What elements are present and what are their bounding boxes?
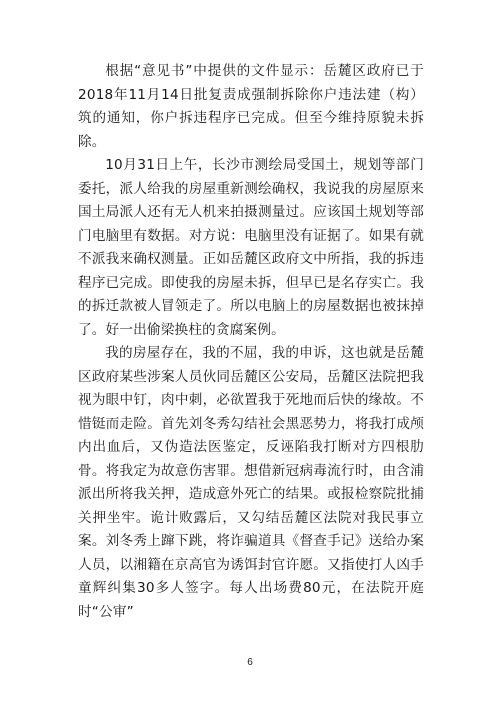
paragraph-1: 根据“意见书”中提供的文件显示：岳麓区政府已于2018年11月14日批复责成强制拆除你户违法建（构）筑的通知，你户拆违程序已完成。但至今维持原貌未拆除。 xyxy=(78,63,424,150)
body-text xyxy=(78,60,424,624)
page-number: 6 xyxy=(247,657,253,668)
paragraph-3: 我的房屋存在，我的不屈，我的申诉，这也就是岳麓区政府某些涉案人员伙同岳麓区公安局，岳麓区法院把我视为眼中钉，肉中刺，必欲置我于死地而后快的缘故。不惜铤而走险。首先刘冬秀勾结社会黑恶势力，将我打成颅内出血后，又伪造法医鉴定，反诬陷我打断对方四根肋骨。将我定为故意伤害罪。想借新冠病毒流行时，由含浦派出所将我关押，造成意外死亡的结果。或报检察院批捕关押坐牢。诡计败露后，又勾结岳麓区法院对我民事立案。刘冬秀上蹿下跳，将诈骗道具《督查手记》送给办案人员，以湘籍在京高官为诱饵封官许愿。又指使打人凶手童辉纠集30多人签字。每人出场费80元，在法院开庭时“公审” xyxy=(78,345,424,620)
paragraph-2: 10月31日上午，长沙市测绘局受国土，规划等部门委托，派人给我的房屋重新测绘确权，我说我的房屋原来国土局派人还有无人机来拍摄测量过。应该国土规划等部门电脑里有数据。对方说：电脑里没有证据了。如果有就不派我来确权测量。正如岳麓区政府文中所指，我的拆违程序已完成。即使我的房屋未拆，但早已是名存实亡。我的拆迁款被人冒领走了。所以电脑上的房屋数据也被抹掉了。好一出偷梁换柱的贪腐案例。 xyxy=(78,157,424,338)
